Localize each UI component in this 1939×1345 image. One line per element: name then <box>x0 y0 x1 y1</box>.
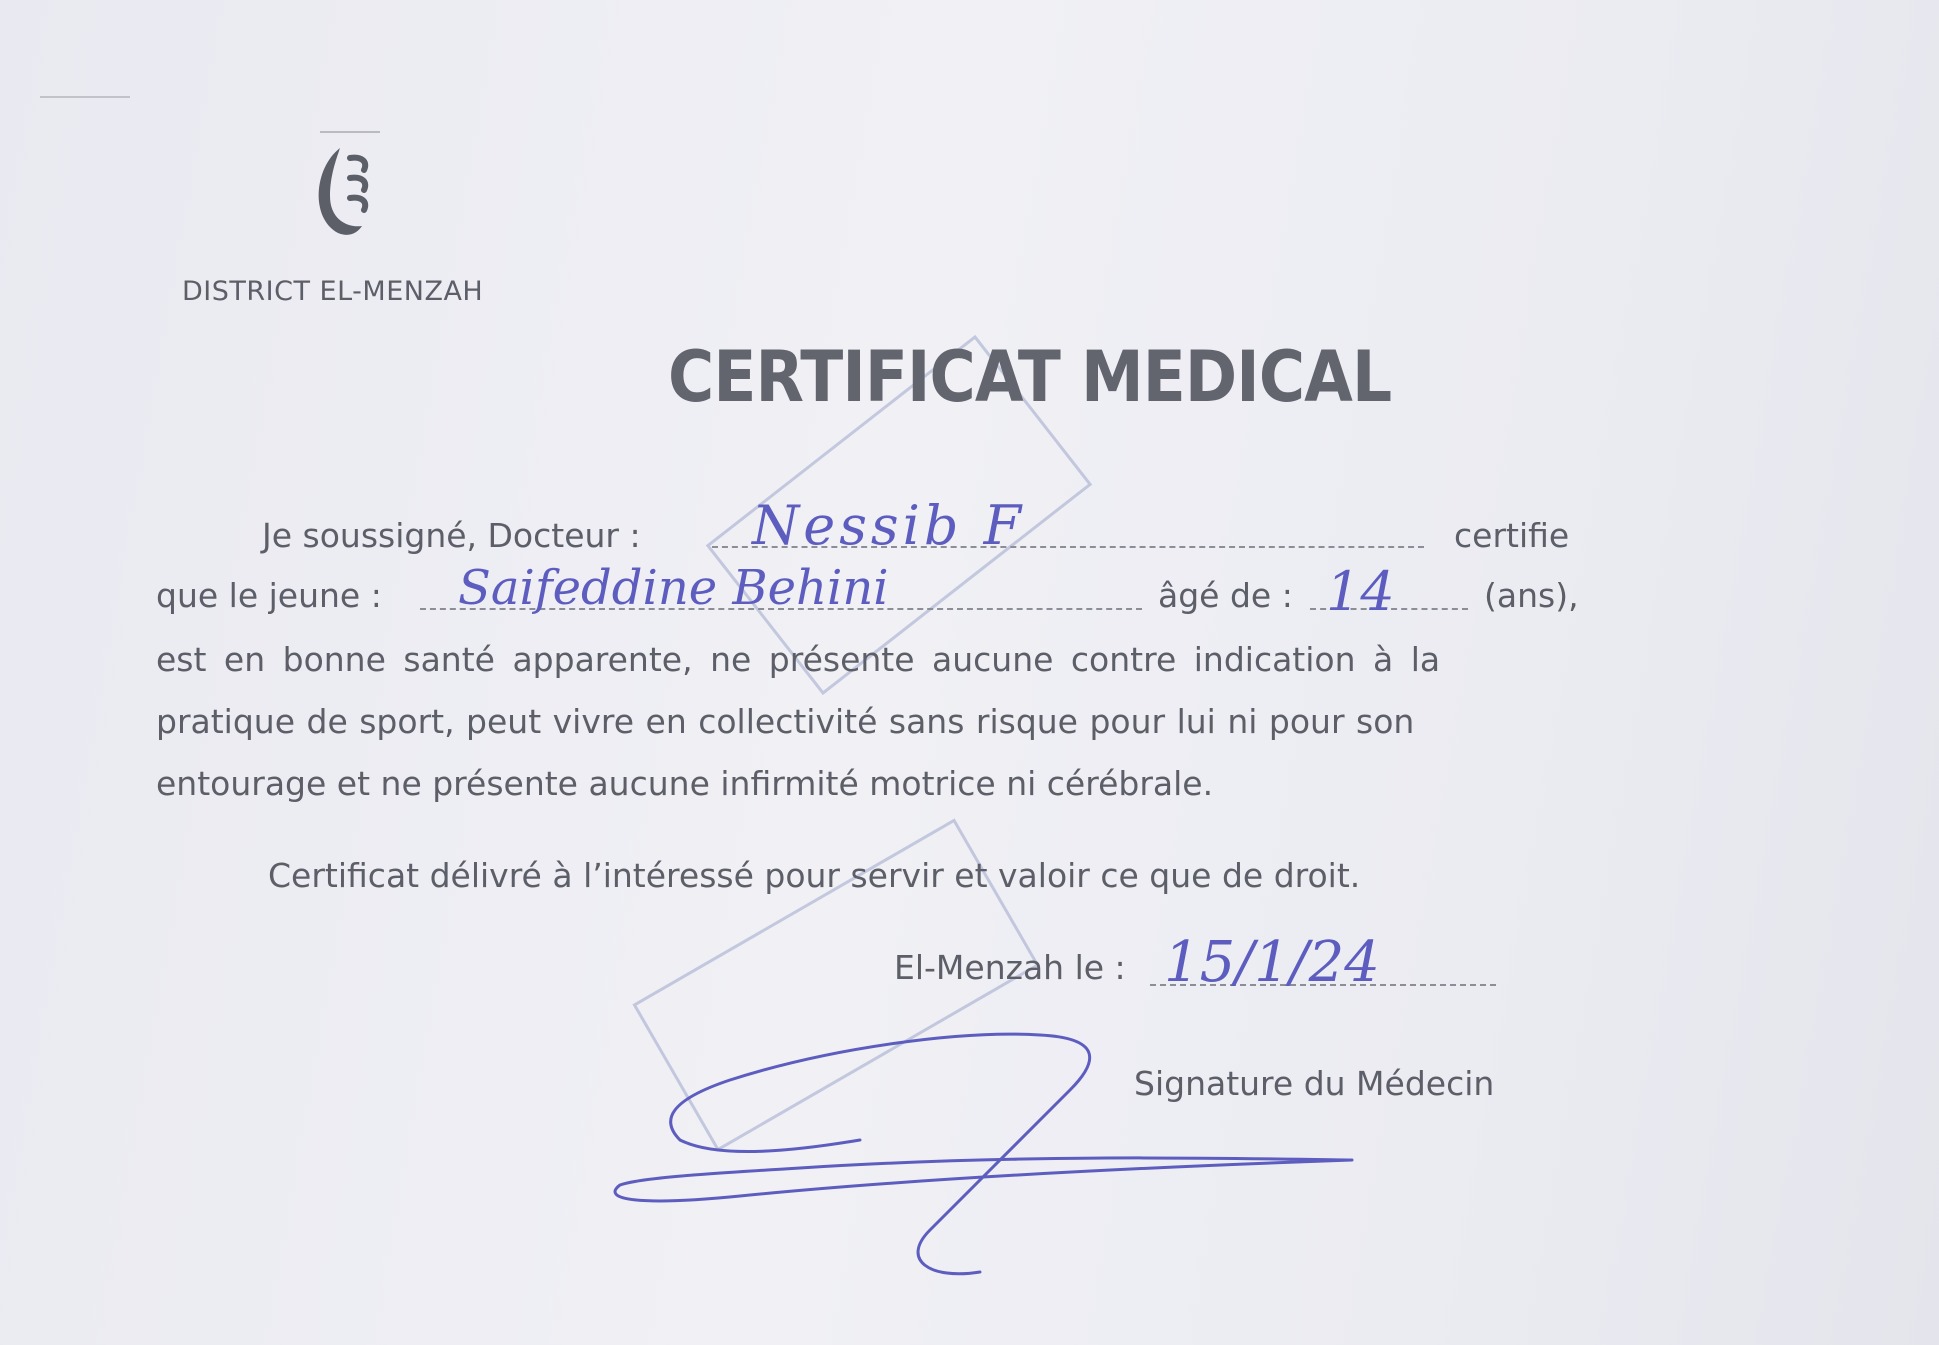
jeune-handwritten: Saifeddine Behini <box>458 560 889 616</box>
body-line-5: entourage et ne présente aucune infirmité motrice ni cérébrale. <box>156 764 1214 803</box>
jeune-label: que le jeune : <box>156 576 382 615</box>
doctor-signature <box>600 1010 1360 1300</box>
delivery-statement: Certificat délivré à l’intéressé pour servir et valoir ce que de droit. <box>268 856 1361 895</box>
paper-edge-mark <box>40 96 130 98</box>
docteur-label: Je soussigné, Docteur : <box>262 516 641 555</box>
body-line-3: est en bonne santé apparente, ne présente aucune contre indication à la <box>156 640 1441 679</box>
docteur-handwritten: Nessib F <box>752 494 1026 557</box>
date-handwritten: 15/1/24 <box>1164 930 1380 995</box>
ans-word: (ans), <box>1484 576 1579 615</box>
signature-label: Signature du Médecin <box>1134 1064 1495 1103</box>
district-name: DISTRICT EL-MENZAH <box>182 276 484 307</box>
certifie-word: certifie <box>1454 516 1570 555</box>
body-line-4: pratique de sport, peut vivre en collectivité sans risque pour lui ni pour son <box>156 702 1415 741</box>
page-title: CERTIFICAT MEDICAL <box>668 336 1392 418</box>
district-logo-icon <box>300 128 390 258</box>
age-label: âgé de : <box>1158 576 1293 615</box>
place-label: El-Menzah le : <box>894 948 1126 987</box>
age-handwritten: 14 <box>1326 560 1395 623</box>
